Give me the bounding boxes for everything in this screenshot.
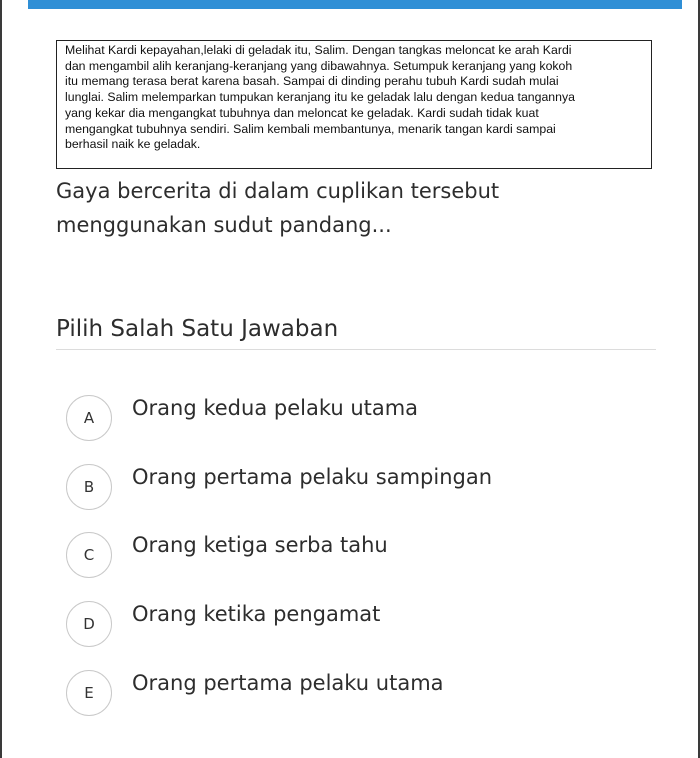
option-label: Orang pertama pelaku sampingan xyxy=(132,465,493,489)
question-line: menggunakan sudut pandang... xyxy=(56,213,392,237)
option-letter-circle[interactable]: A xyxy=(66,395,112,441)
passage-line: mengangkat tubuhnya sendiri. Salim kembali membantunya, menarik tangan kardi sampai xyxy=(65,121,556,136)
passage-line: itu memang terasa berat karena basah. Sampai di dinding perahu tubuh Kardi sudah mulai xyxy=(65,74,559,89)
header-accent-bar xyxy=(28,0,682,9)
option-label: Orang ketiga serba tahu xyxy=(132,533,388,557)
option-d[interactable] xyxy=(66,601,626,649)
passage-line: dan mengambil alih keranjang-keranjang yang dibawahnya. Setumpuk keranjang yang kokoh xyxy=(65,58,573,73)
option-e[interactable] xyxy=(66,670,626,718)
passage-line: lunglai. Salim melemparkan tumpukan keranjang itu ke geladak lalu dengan kedua tangannya xyxy=(65,90,575,105)
option-label: Orang ketika pengamat xyxy=(132,602,381,626)
option-letter-circle[interactable]: D xyxy=(66,601,112,647)
option-letter-circle[interactable]: B xyxy=(66,464,112,510)
option-letter-circle[interactable]: E xyxy=(66,670,112,716)
option-a[interactable] xyxy=(66,395,626,443)
divider xyxy=(56,349,656,350)
question-text xyxy=(56,174,656,242)
option-b[interactable] xyxy=(66,464,626,512)
section-title: Pilih Salah Satu Jawaban xyxy=(56,316,339,342)
passage-line: berhasil naik ke geladak. xyxy=(65,137,201,152)
passage-box xyxy=(56,40,652,169)
option-label: Orang kedua pelaku utama xyxy=(132,396,419,420)
option-label: Orang pertama pelaku utama xyxy=(132,671,444,695)
question-line: Gaya bercerita di dalam cuplikan tersebut xyxy=(56,179,500,203)
option-c[interactable] xyxy=(66,532,626,580)
passage-line: Melihat Kardi kepayahan,lelaki di geladak itu, Salim. Dengan tangkas meloncat ke arah Kardi xyxy=(65,43,572,57)
option-letter-circle[interactable]: C xyxy=(66,532,112,578)
passage-line: yang kekar dia mengangkat tubuhnya dan meloncat ke geladak. Kardi sudah tidak kuat xyxy=(65,105,539,120)
